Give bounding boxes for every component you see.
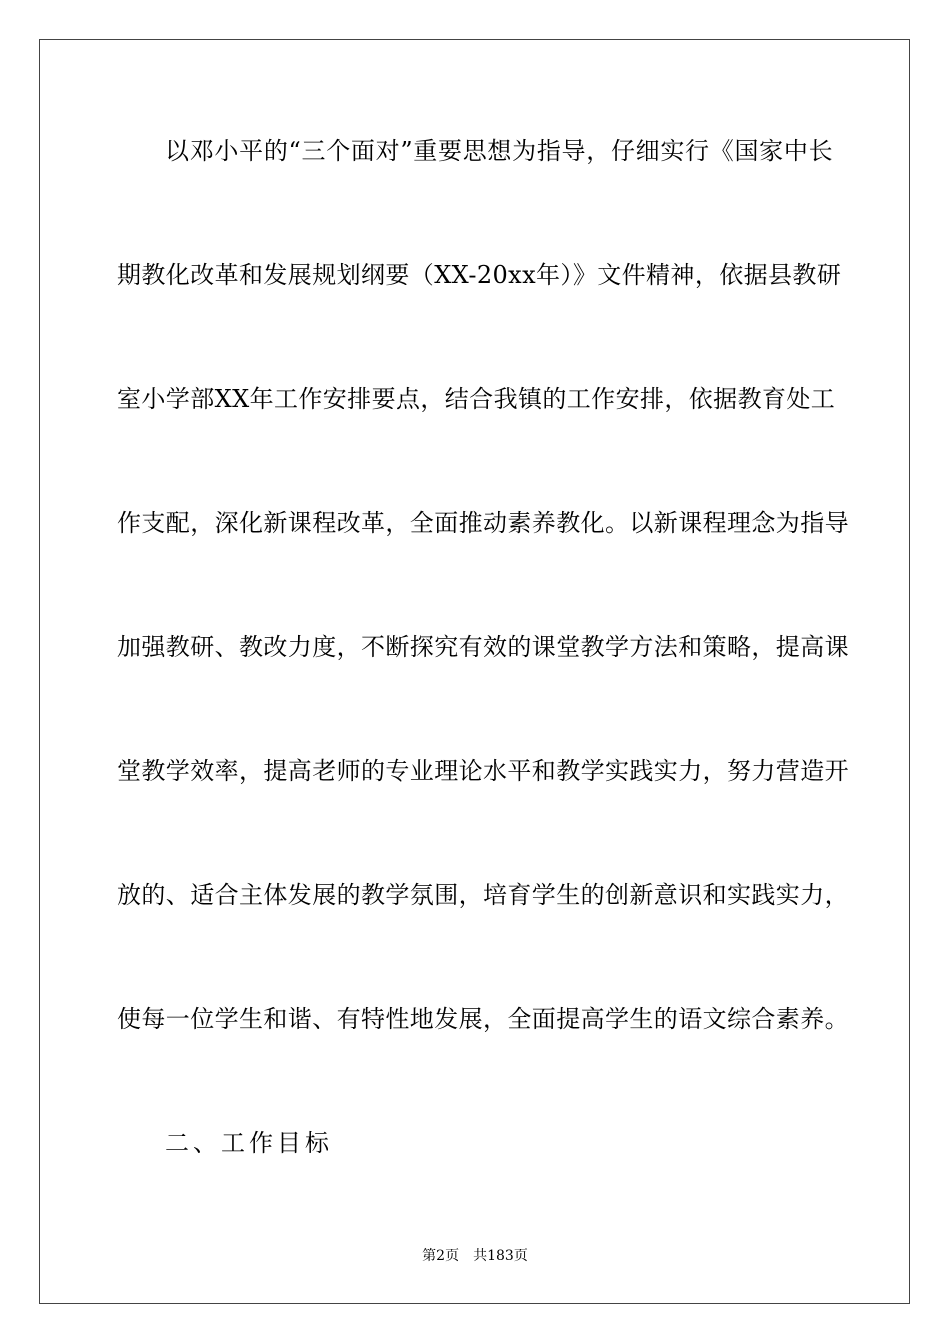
- paragraph-line: 期教化改革和发展规划纲要（XX-20xx年）》文件精神，依据县教研: [117, 261, 842, 289]
- paragraph-line: 堂教学效率，提高老师的专业理论水平和教学实践实力，努力营造开: [117, 757, 849, 785]
- section-heading: 二、工作目标: [165, 1129, 333, 1157]
- page-footer: [0, 1246, 950, 1266]
- paragraph-line: 放的、适合主体发展的教学氛围，培育学生的创新意识和实践实力，: [117, 881, 849, 909]
- paragraph-line: 以邓小平的“三个面对”重要思想为指导，仔细实行《国家中长: [165, 137, 833, 165]
- page-total: 共183页: [473, 1248, 528, 1264]
- paragraph-line: 加强教研、教改力度，不断探究有效的课堂教学方法和策略，提高课: [117, 633, 849, 661]
- page-border: [39, 39, 910, 1304]
- paragraph-line: 使每一位学生和谐、有特性地发展，全面提高学生的语文综合素养。: [117, 1005, 849, 1033]
- paragraph-line: 作支配，深化新课程改革，全面推动素养教化。以新课程理念为指导: [117, 509, 849, 537]
- paragraph-line: 室小学部XX年工作安排要点，结合我镇的工作安排，依据教育处工: [117, 385, 836, 413]
- page-number: 第2页: [422, 1248, 460, 1264]
